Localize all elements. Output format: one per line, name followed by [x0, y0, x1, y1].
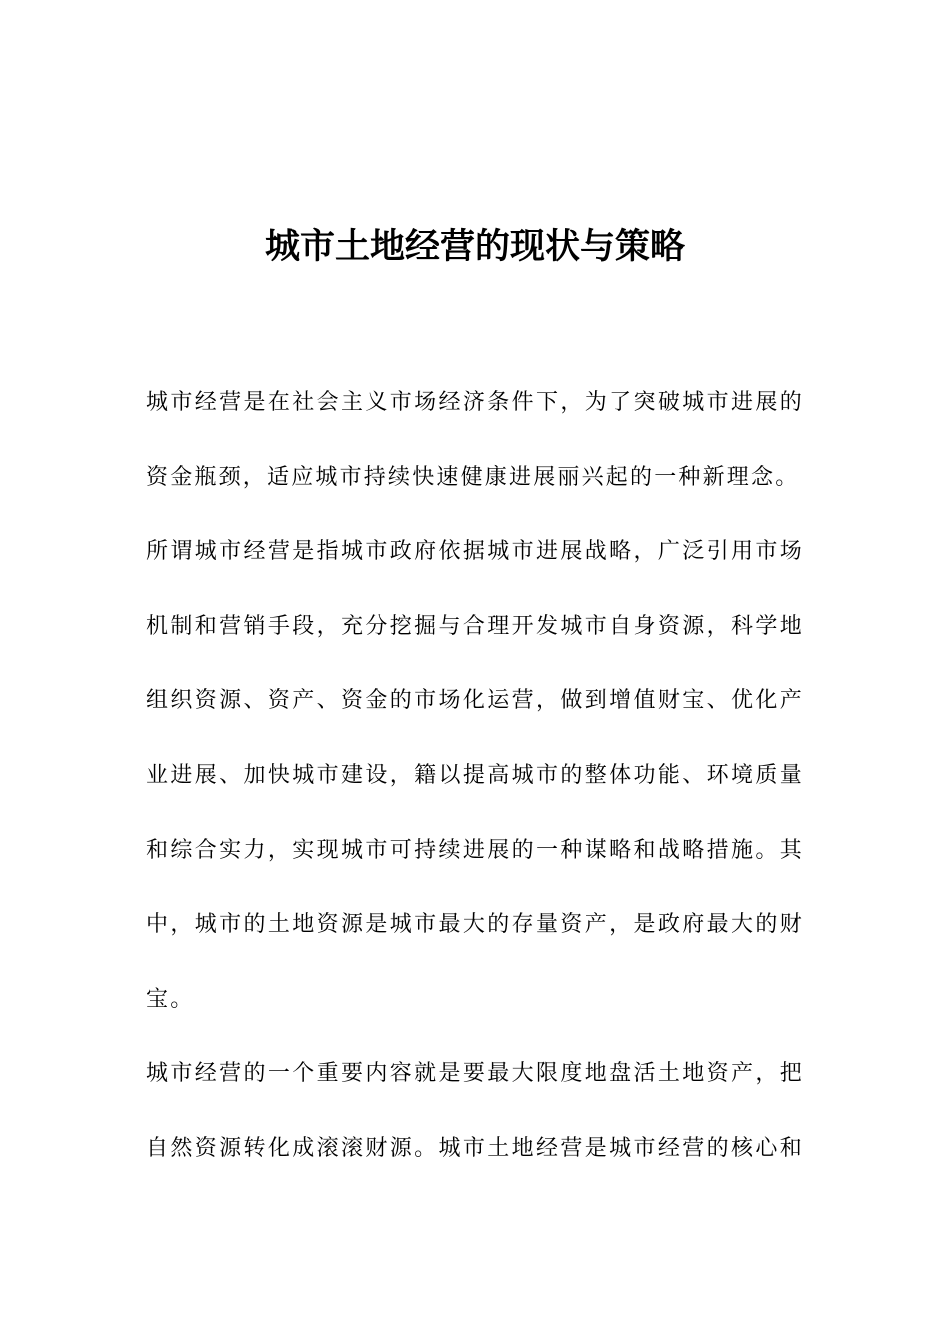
paragraph-line: 城市经营的一个重要内容就是要最大限度地盘活土地资产，把 [146, 1061, 804, 1087]
paragraph-line: 机制和营销手段，充分挖掘与合理开发城市自身资源，科学地 [146, 613, 804, 639]
document-title: 城市土地经营的现状与策略 [264, 227, 685, 267]
paragraph-line: 所谓城市经营是指城市政府依据城市进展战略，广泛引用市场 [146, 539, 804, 565]
paragraph-line: 宝。 [146, 986, 195, 1012]
paragraph-line: 中，城市的土地资源是城市最大的存量资产，是政府最大的财 [146, 912, 804, 938]
paragraph-line: 自然资源转化成滚滚财源。城市土地经营是城市经营的核心和 [146, 1135, 804, 1161]
paragraph-line: 业进展、加快城市建设，籍以提高城市的整体功能、环境质量 [146, 762, 804, 788]
document-body [146, 380, 806, 1201]
paragraph-line: 和综合实力，实现城市可持续进展的一种谋略和战略措施。其 [146, 837, 804, 863]
paragraph-line: 城市经营是在社会主义市场经济条件下，为了突破城市进展的 [146, 390, 804, 415]
paragraph-line: 资金瓶颈，适应城市持续快速健康进展丽兴起的一种新理念。 [146, 464, 800, 490]
paragraph-line: 组织资源、资产、资金的市场化运营，做到增值财宝、优化产 [146, 688, 804, 714]
